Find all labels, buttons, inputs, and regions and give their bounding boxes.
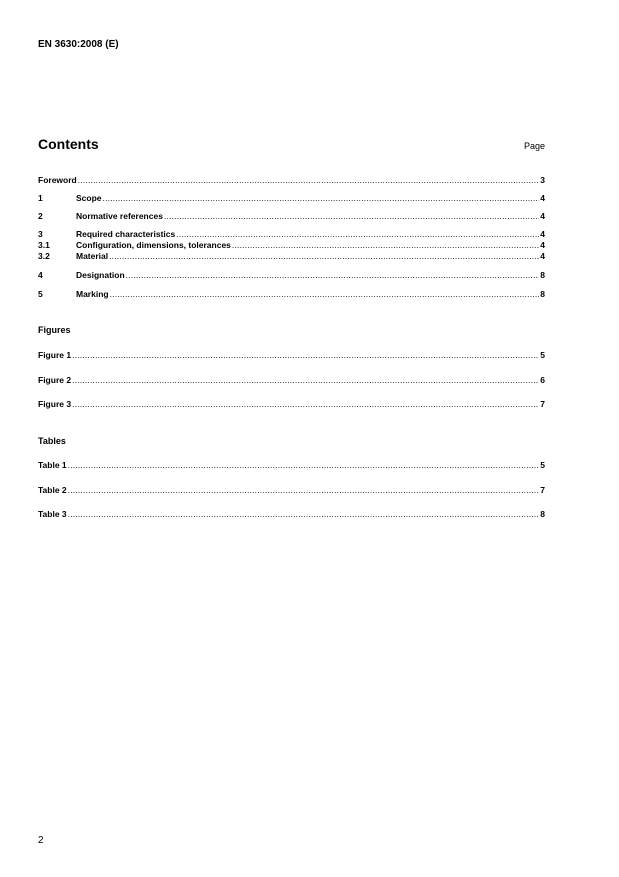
toc-entry-title: Figure 1 <box>38 350 72 360</box>
toc-leader-dots <box>68 509 540 520</box>
toc-entry-material[interactable] <box>38 251 545 262</box>
toc-entry-page: 3 <box>540 175 545 185</box>
toc-leader-dots <box>72 399 539 410</box>
toc-leader-dots <box>176 229 539 240</box>
toc-leader-dots <box>164 211 539 222</box>
toc-entry-title: Scope <box>76 193 102 203</box>
toc-entry-table-2[interactable] <box>38 485 545 496</box>
toc-entry-title: Normative references <box>76 211 163 221</box>
toc-entry-page: 7 <box>540 485 545 495</box>
toc-leader-dots <box>103 193 540 204</box>
toc-entry-page: 4 <box>540 211 545 221</box>
toc-entry-title: Configuration, dimensions, tolerances <box>76 240 231 250</box>
toc-entry-figure-2[interactable] <box>38 375 545 386</box>
toc-entry-title: Foreword <box>38 175 77 185</box>
toc-entry-page: 5 <box>540 350 545 360</box>
toc-entry-table-1[interactable] <box>38 460 545 471</box>
toc-leader-dots <box>232 240 539 251</box>
toc-entry-title: Table 3 <box>38 509 67 519</box>
toc-entry-title: Marking <box>76 289 109 299</box>
toc-entry-page: 6 <box>540 375 545 385</box>
toc-entry-designation[interactable] <box>38 270 545 281</box>
toc-entry-number: 3 <box>38 229 43 239</box>
toc-leader-dots <box>126 270 540 281</box>
toc-entry-number: 3.1 <box>38 240 50 250</box>
toc-entry-number: 3.2 <box>38 251 50 261</box>
toc-entry-page: 7 <box>540 399 545 409</box>
toc-leader-dots <box>68 460 540 471</box>
toc-entry-table-3[interactable] <box>38 509 545 520</box>
toc-entry-page: 4 <box>540 229 545 239</box>
toc-entry-page: 8 <box>540 509 545 519</box>
toc-entry-title: Table 2 <box>38 485 67 495</box>
toc-entry-number: 4 <box>38 270 43 280</box>
tables-heading: Tables <box>38 436 66 446</box>
toc-entry-title: Material <box>76 251 109 261</box>
toc-leader-dots <box>78 175 540 186</box>
toc-leader-dots <box>110 289 540 300</box>
toc-entry-page: 8 <box>540 289 545 299</box>
toc-entry-title: Table 1 <box>38 460 67 470</box>
figures-heading: Figures <box>38 325 71 335</box>
toc-entry-foreword[interactable] <box>38 175 545 186</box>
toc-entry-page: 4 <box>540 193 545 203</box>
toc-entry-configuration[interactable] <box>38 240 545 251</box>
document-header-id: EN 3630:2008 (E) <box>38 39 119 50</box>
toc-entry-title: Designation <box>76 270 125 280</box>
contents-title: Contents <box>38 136 99 152</box>
toc-leader-dots <box>109 251 539 262</box>
toc-entry-marking[interactable] <box>38 289 545 300</box>
toc-entry-page: 4 <box>540 251 545 261</box>
toc-entry-title: Figure 2 <box>38 375 72 385</box>
toc-entry-page: 4 <box>540 240 545 250</box>
toc-entry-number: 2 <box>38 211 43 221</box>
toc-entry-scope[interactable] <box>38 193 545 204</box>
toc-entry-page: 8 <box>540 270 545 280</box>
toc-entry-required-characteristics[interactable] <box>38 229 545 240</box>
toc-leader-dots <box>72 350 539 361</box>
toc-entry-page: 5 <box>540 460 545 470</box>
toc-entry-number: 1 <box>38 193 43 203</box>
page-column-label: Page <box>523 141 545 151</box>
toc-entry-figure-1[interactable] <box>38 350 545 361</box>
footer-page-number: 2 <box>38 835 44 846</box>
toc-entry-title: Required characteristics <box>76 229 176 239</box>
toc-leader-dots <box>68 485 540 496</box>
toc-entry-number: 5 <box>38 289 43 299</box>
toc-leader-dots <box>72 375 539 386</box>
toc-entry-title: Figure 3 <box>38 399 72 409</box>
toc-entry-figure-3[interactable] <box>38 399 545 410</box>
toc-entry-normative-references[interactable] <box>38 211 545 222</box>
